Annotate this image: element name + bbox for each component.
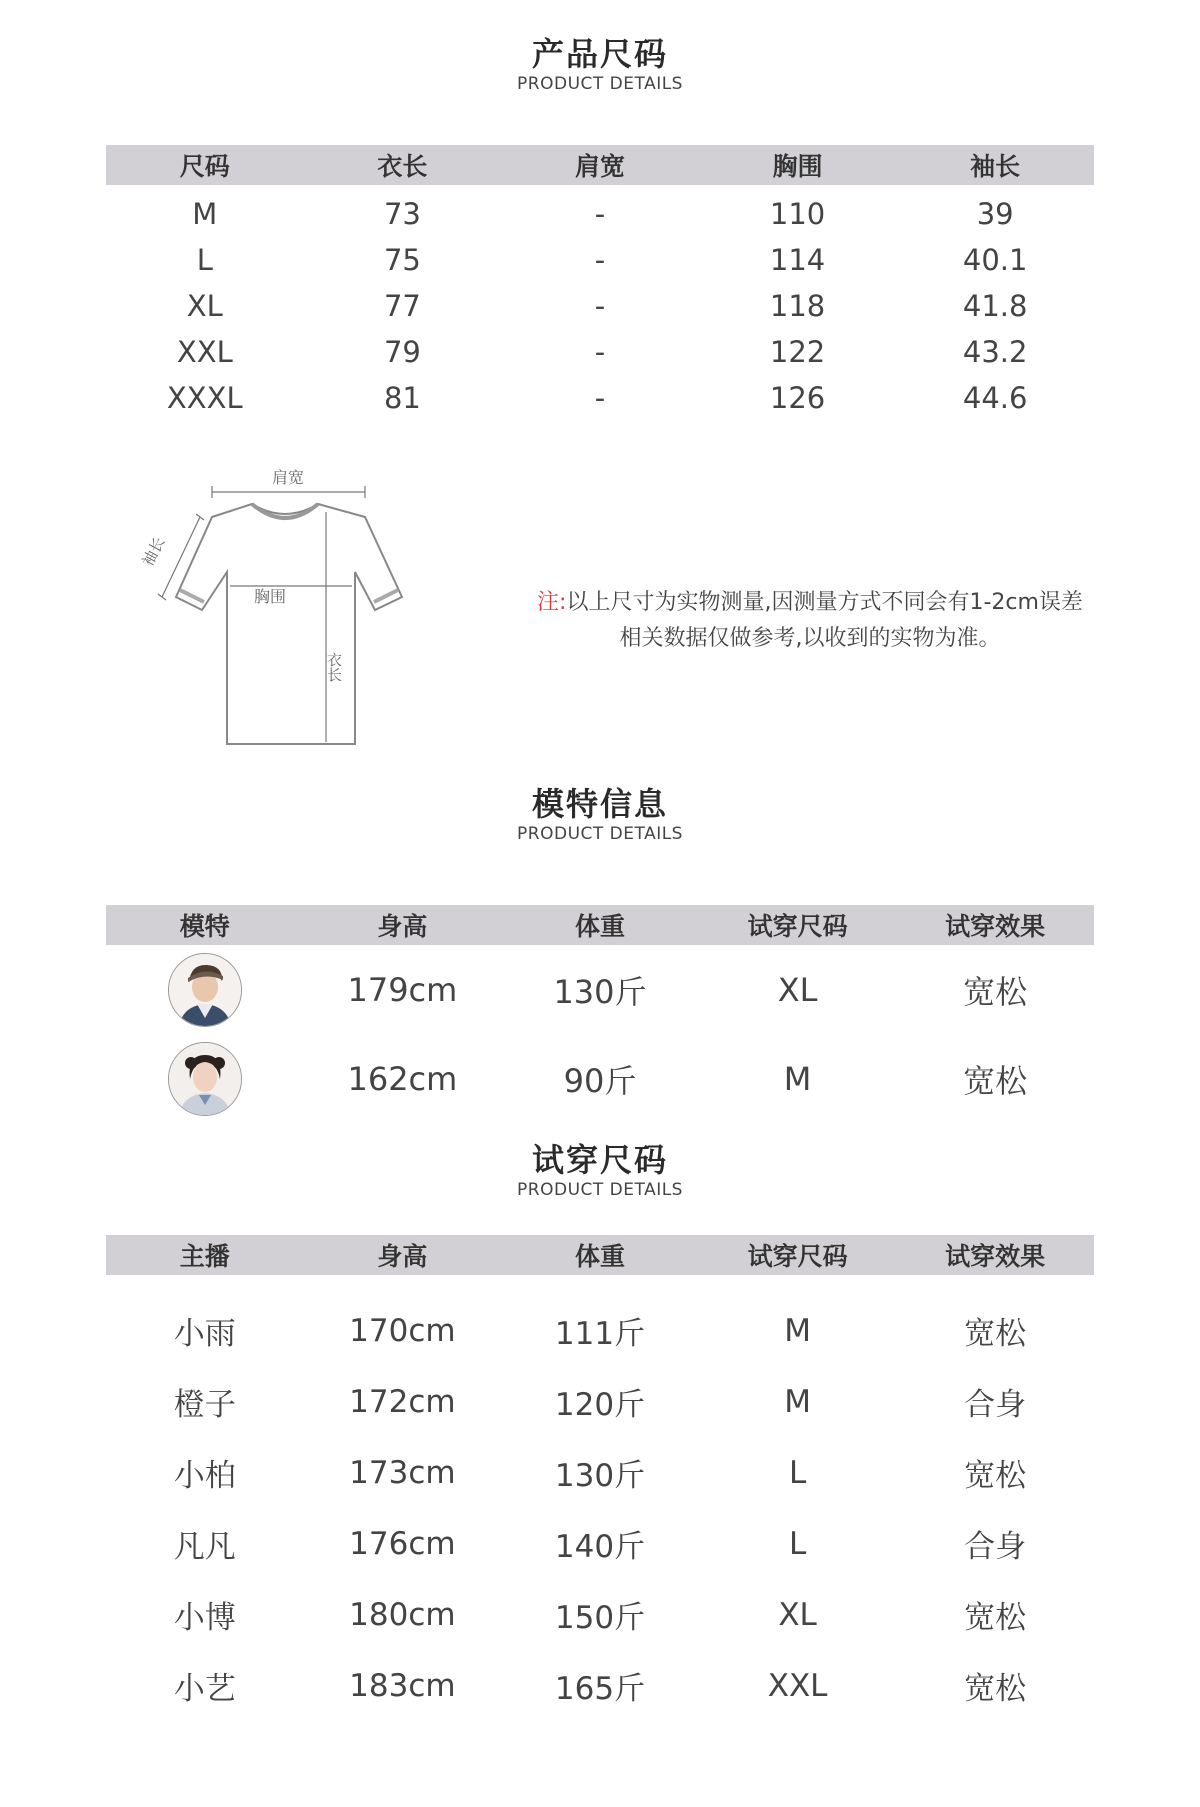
- table-row: [106, 191, 1094, 237]
- cell: L: [788, 1454, 807, 1491]
- cell: 小艺: [173, 1671, 236, 1707]
- cell: -: [594, 243, 606, 277]
- cell: XXL: [767, 1667, 828, 1704]
- diagram-chest-label: 胸围: [253, 587, 287, 606]
- cell: 118: [769, 289, 826, 323]
- diagram-shoulder-label: 肩宽: [271, 468, 305, 487]
- cell: 150斤: [554, 1600, 646, 1636]
- cell: 合身: [964, 1387, 1027, 1423]
- cell: 小雨: [173, 1316, 236, 1352]
- cell: -: [594, 335, 606, 369]
- cell: 173cm: [349, 1454, 456, 1491]
- cell: 40.1: [962, 243, 1028, 277]
- cell: XXXL: [166, 381, 243, 415]
- cell: M: [192, 197, 218, 231]
- cell: 172cm: [349, 1383, 456, 1420]
- table-row: [106, 1437, 1094, 1508]
- cell: L: [788, 1525, 807, 1562]
- try-title-en: PRODUCT DETAILS: [517, 1180, 683, 1200]
- cell-avatar: [106, 1042, 304, 1116]
- cell: M: [784, 1383, 811, 1420]
- tshirt-outline-icon: [140, 462, 460, 762]
- header-cell: 衣长: [377, 152, 428, 181]
- cell: 130斤: [554, 1458, 646, 1494]
- cell: M: [783, 1059, 812, 1098]
- tshirt-diagram: [140, 462, 460, 762]
- size-table-header: [106, 145, 1094, 185]
- header-cell: 身高: [377, 912, 428, 941]
- header-cell: 体重: [574, 912, 625, 941]
- cell: 43.2: [962, 335, 1028, 369]
- cell: 110: [769, 197, 826, 231]
- cell: 宽松: [963, 1061, 1028, 1100]
- cell: 39: [976, 197, 1014, 231]
- cell: 宽松: [963, 972, 1028, 1011]
- cell: 81: [383, 381, 421, 415]
- cell: 90斤: [563, 1061, 637, 1100]
- cell: XL: [777, 970, 818, 1009]
- cell: L: [196, 243, 213, 277]
- cell: 宽松: [964, 1316, 1027, 1352]
- model-table-header: [106, 905, 1094, 945]
- cell: 合身: [964, 1529, 1027, 1565]
- cell: XL: [186, 289, 223, 323]
- cell: 宽松: [964, 1671, 1027, 1707]
- cell-avatar: [106, 953, 304, 1027]
- header-cell: 肩宽: [574, 152, 625, 181]
- cell: 宽松: [964, 1600, 1027, 1636]
- header-cell: 主播: [179, 1242, 230, 1271]
- model-section-title: [0, 784, 1200, 844]
- size-title-zh: 产品尺码: [531, 35, 668, 73]
- table-row: [106, 1508, 1094, 1579]
- diagram-sleeve-label: 袖长: [140, 534, 169, 570]
- cell: 183cm: [349, 1667, 456, 1704]
- cell: 162cm: [347, 1059, 458, 1098]
- header-cell: 试穿尺码: [747, 1242, 848, 1271]
- cell: -: [594, 197, 606, 231]
- header-cell: 试穿效果: [945, 912, 1046, 941]
- note-line1: 以上尺寸为实物测量,因测量方式不同会有1-2cm误差: [566, 590, 1083, 615]
- measurement-note: [520, 585, 1100, 657]
- cell: 小柏: [173, 1458, 236, 1494]
- cell: -: [594, 289, 606, 323]
- note-line2: 相关数据仅做参考,以收到的实物为准。: [619, 626, 1001, 651]
- cell: 凡凡: [173, 1529, 236, 1565]
- male-avatar-icon: [169, 954, 241, 1026]
- cell: 73: [383, 197, 421, 231]
- model-table: [106, 905, 1094, 1123]
- cell: 77: [383, 289, 421, 323]
- table-row: [106, 1295, 1094, 1366]
- cell: -: [594, 381, 606, 415]
- cell: 79: [383, 335, 421, 369]
- size-section-title: [0, 34, 1200, 94]
- note-prefix: 注:: [537, 590, 567, 615]
- table-row: [106, 375, 1094, 421]
- diagram-length-label: 衣长: [325, 652, 343, 682]
- cell: 41.8: [962, 289, 1028, 323]
- cell: XXL: [176, 335, 233, 369]
- table-row: [106, 1579, 1094, 1650]
- table-row: [106, 283, 1094, 329]
- cell: 小博: [173, 1600, 236, 1636]
- cell: 165斤: [554, 1671, 646, 1707]
- cell: 114: [769, 243, 826, 277]
- header-cell: 胸围: [772, 152, 823, 181]
- size-title-en: PRODUCT DETAILS: [517, 74, 683, 94]
- male-model-avatar: [168, 953, 242, 1027]
- table-row: [106, 1366, 1094, 1437]
- header-cell: 尺码: [179, 152, 230, 181]
- try-title-zh: 试穿尺码: [531, 1141, 668, 1179]
- female-avatar-icon: [169, 1043, 241, 1115]
- header-cell: 模特: [179, 912, 230, 941]
- cell: 44.6: [962, 381, 1028, 415]
- cell: 170cm: [349, 1312, 456, 1349]
- header-cell: 身高: [377, 1242, 428, 1271]
- table-row: [106, 1650, 1094, 1721]
- header-cell: 袖长: [970, 152, 1021, 181]
- cell: 130斤: [553, 972, 647, 1011]
- cell: 126: [769, 381, 826, 415]
- model-title-en: PRODUCT DETAILS: [517, 824, 683, 844]
- try-table-header: [106, 1235, 1094, 1275]
- cell: 120斤: [554, 1387, 646, 1423]
- table-row: [106, 237, 1094, 283]
- try-section-title: [0, 1140, 1200, 1200]
- cell: 橙子: [173, 1387, 236, 1423]
- header-cell: 试穿效果: [945, 1242, 1046, 1271]
- cell: 宽松: [964, 1458, 1027, 1494]
- model-title-zh: 模特信息: [531, 785, 668, 823]
- try-table: [106, 1235, 1094, 1721]
- cell: 179cm: [347, 970, 458, 1009]
- cell: 140斤: [554, 1529, 646, 1565]
- cell: XL: [778, 1596, 817, 1633]
- header-cell: 体重: [574, 1242, 625, 1271]
- cell: 180cm: [349, 1596, 456, 1633]
- table-row: [106, 329, 1094, 375]
- cell: 111斤: [554, 1316, 646, 1352]
- table-row: [106, 945, 1094, 1034]
- cell: 122: [769, 335, 826, 369]
- table-row: [106, 1034, 1094, 1123]
- female-model-avatar: [168, 1042, 242, 1116]
- header-cell: 试穿尺码: [747, 912, 848, 941]
- cell: M: [784, 1312, 811, 1349]
- cell: 75: [383, 243, 421, 277]
- cell: 176cm: [349, 1525, 456, 1562]
- size-table: [106, 145, 1094, 421]
